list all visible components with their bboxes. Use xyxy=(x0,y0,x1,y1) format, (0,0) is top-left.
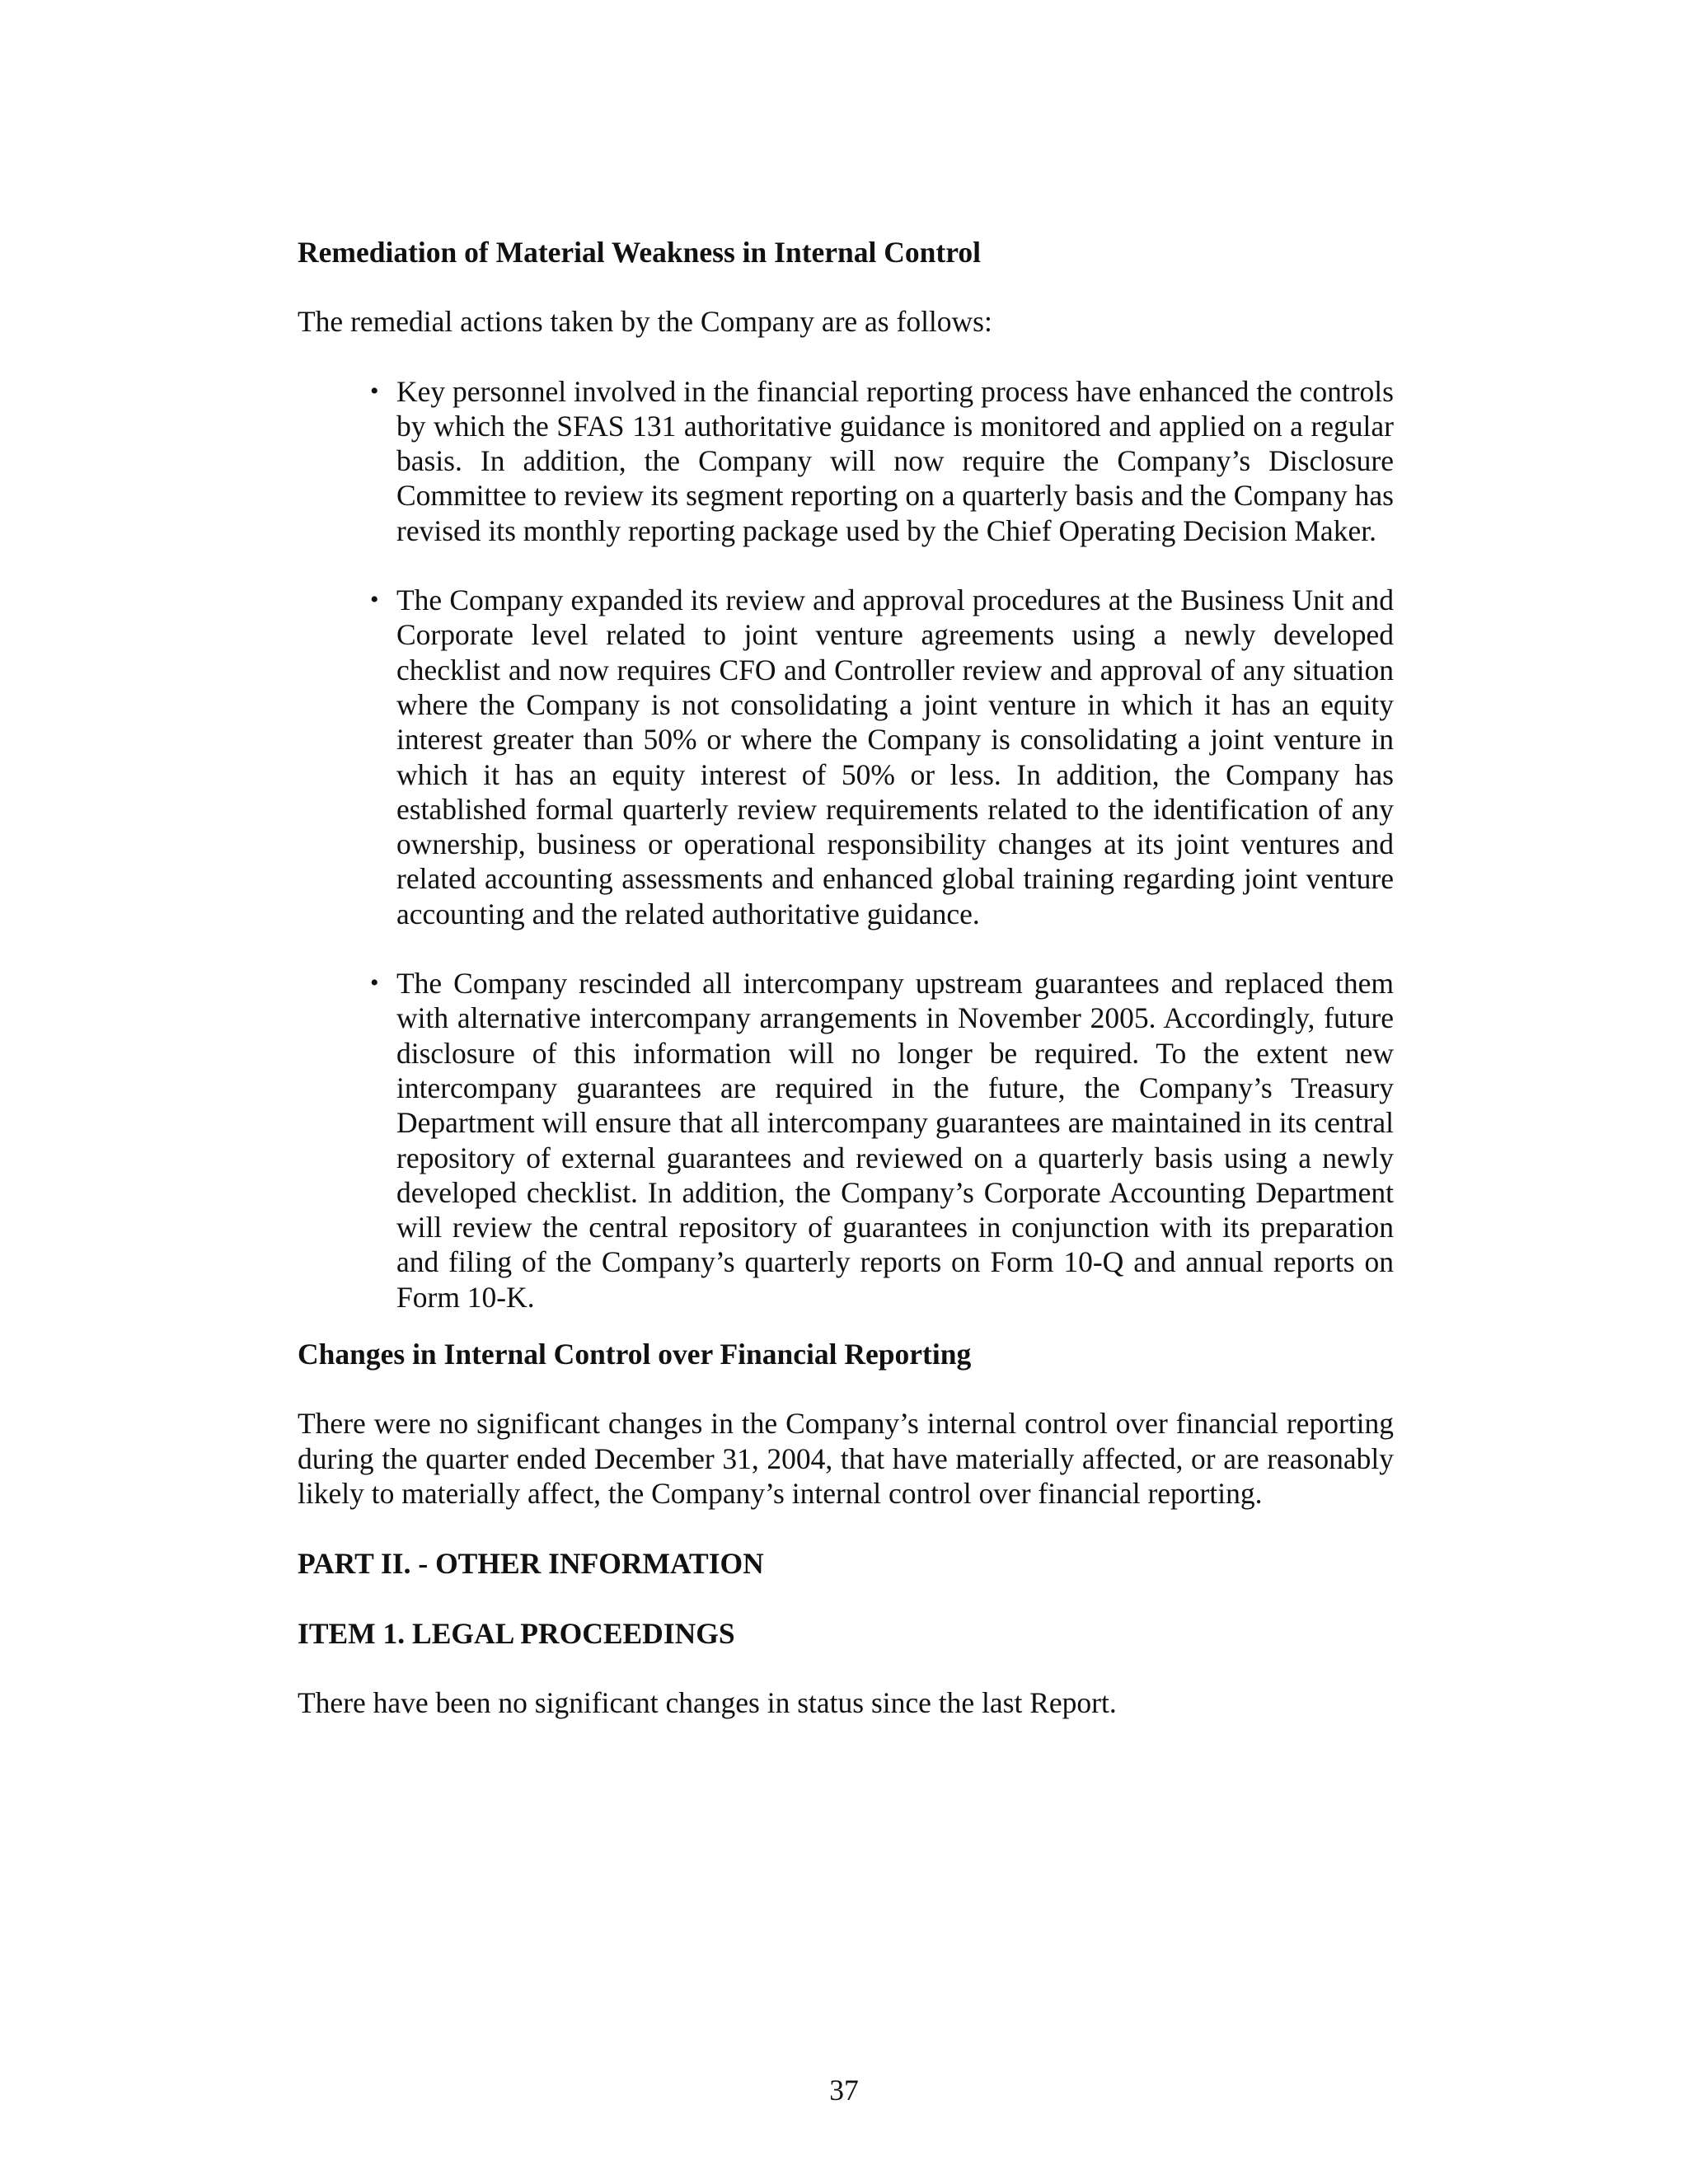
item-1-body: There have been no significant changes in status since the last Report. xyxy=(298,1685,1117,1719)
list-item xyxy=(298,583,1394,931)
bullet-icon: • xyxy=(370,969,379,997)
document-page xyxy=(298,235,1394,1720)
item-1-heading: ITEM 1. LEGAL PROCEEDINGS xyxy=(298,1616,735,1650)
remedial-actions-list xyxy=(298,374,1394,1315)
part-ii-heading: PART II. - OTHER INFORMATION xyxy=(298,1547,764,1581)
bullet-icon: • xyxy=(370,586,379,614)
remediation-intro: The remedial actions taken by the Company are as follows: xyxy=(298,305,992,339)
bullet-text: The Company expanded its review and approval procedures at the Business Unit and Corporate level related to joint venture agreements using a newly developed checklist and now requires CFO and Controller review and approval of any situation where the Company is not consolidating a joint venture in which it has an equity interest greater than 50% or where the Company is consolidating a joint venture in which it has an equity interest of 50% or less. In addition, the Company has established formal quarterly review requirements related to the identification of any ownership, business or operational responsibility changes at its joint ventures and related accounting assessments and enhanced global training regarding joint venture accounting and the related authoritative guidance. xyxy=(396,583,1394,930)
list-item xyxy=(298,374,1394,548)
bullet-icon: • xyxy=(370,377,379,405)
page-number: 37 xyxy=(829,2074,859,2107)
changes-body: There were no significant changes in the Company’s internal control over financial reporting during the quarter ended December 31, 2004, that have materially affected, or are reasonably likely to materially affect, the Company’s internal control over financial reporting. xyxy=(298,1407,1394,1510)
changes-heading: Changes in Internal Control over Financial Reporting xyxy=(298,1338,972,1371)
list-item xyxy=(298,966,1394,1315)
bullet-text: The Company rescinded all intercompany upstream guarantees and replaced them with alternative intercompany arrangements in November 2005. Accordingly, future disclosure of this information will no longer be required. To the extent new intercompany guarantees are required in the future, the Company’s Treasury Department will ensure that all intercompany guarantees are maintained in its central repository of external guarantees and reviewed on a quarterly basis using a newly developed checklist. In addition, the Company’s Corporate Accounting Department will review the central repository of guarantees in conjunction with its preparation and filing of the Company’s quarterly reports on Form 10-Q and annual reports on Form 10-K. xyxy=(396,967,1394,1314)
bullet-text: Key personnel involved in the financial reporting process have enhanced the controls by which the SFAS 131 authoritative guidance is monitored and applied on a regular basis. In addition, the Company will now require the Company’s Disclosure Committee to review its segment reporting on a quarterly basis and the Company has revised its monthly reporting package used by the Chief Operating Decision Maker. xyxy=(396,374,1394,547)
remediation-heading: Remediation of Material Weakness in Internal Control xyxy=(298,236,981,269)
